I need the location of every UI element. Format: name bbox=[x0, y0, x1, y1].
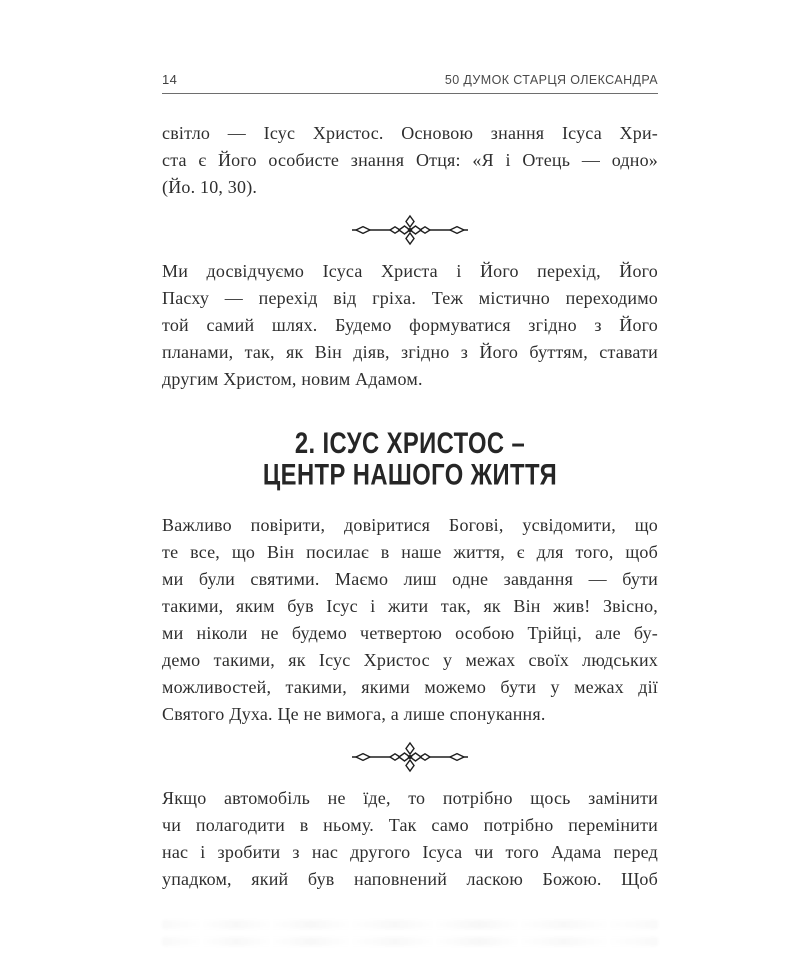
text-line: Пасху — перехід від гріха. Теж містично переходимо bbox=[162, 288, 658, 308]
text-line: той самий шлях. Будемо формуватися згідно з Його bbox=[162, 315, 658, 335]
paragraph-2 bbox=[162, 258, 658, 393]
diamond-cross-ornament-icon bbox=[350, 741, 470, 773]
text-line: ми ніколи не будемо четвертою особою Трійці, але бу- bbox=[162, 623, 658, 643]
text-line: Важливо повірити, довіритися Богові, усвідомити, що bbox=[162, 515, 658, 535]
chapter-heading-line-1: 2. ІСУС ХРИСТОС – bbox=[294, 427, 526, 460]
text-line: ми були святими. Маємо лиш одне завдання — бути bbox=[162, 569, 658, 589]
text-line: Якщо автомобіль не їде, то потрібно щось замінити bbox=[162, 788, 658, 808]
text-line: Ми досвідчуємо Ісуса Христа і Його перехід, Його bbox=[162, 261, 658, 281]
text-line: ста є Його особисте знання Отця: «Я і Отець — одно» bbox=[162, 150, 658, 170]
running-title: 50 ДУМОК СТАРЦЯ ОЛЕКСАНДРА bbox=[444, 73, 658, 87]
page-number: 14 bbox=[162, 72, 178, 87]
text-line: чи полагодити в ньому. Так само потрібно перемінити bbox=[162, 815, 658, 835]
ghost-text-line bbox=[162, 920, 658, 929]
text-line: упадком, який був наповнений ласкою Божою. Щоб bbox=[162, 869, 658, 889]
text-line: нас і зробити з нас другого Ісуса чи того Адама перед bbox=[162, 842, 658, 862]
paragraph-1 bbox=[162, 120, 658, 201]
text-line: Святого Духа. Це не вимога, а лише спонукання. bbox=[162, 704, 546, 724]
page-header bbox=[162, 72, 658, 87]
chapter-heading bbox=[207, 428, 614, 491]
text-line: другим Христом, новим Адамом. bbox=[162, 369, 423, 389]
text-line: те все, що Він посилає в наше життя, є для того, щоб bbox=[162, 542, 658, 562]
text-line: демо такими, як Ісус Христос у межах своїх людських bbox=[162, 650, 658, 670]
section-divider bbox=[345, 741, 475, 773]
paragraph-3 bbox=[162, 512, 658, 728]
text-line: світло — Ісус Христос. Основою знання Ісуса Хри- bbox=[162, 123, 658, 143]
ghost-text-line bbox=[162, 937, 658, 946]
text-line: (Йо. 10, 30). bbox=[162, 177, 258, 197]
text-line: такими, яким був Ісус і жити так, як Він жив! Звісно, bbox=[162, 596, 658, 616]
header-rule bbox=[162, 93, 658, 94]
diamond-cross-ornament-icon bbox=[350, 214, 470, 246]
next-page-showthrough bbox=[162, 912, 658, 952]
paragraph-4 bbox=[162, 785, 658, 893]
section-divider bbox=[345, 214, 475, 246]
chapter-heading-line-2: ЦЕНТР НАШОГО ЖИТТЯ bbox=[262, 458, 558, 492]
text-line: можливостей, такими, якими можемо бути у межах дії bbox=[162, 677, 658, 697]
text-line: планами, так, як Він діяв, згідно з Його буттям, ставати bbox=[162, 342, 658, 362]
